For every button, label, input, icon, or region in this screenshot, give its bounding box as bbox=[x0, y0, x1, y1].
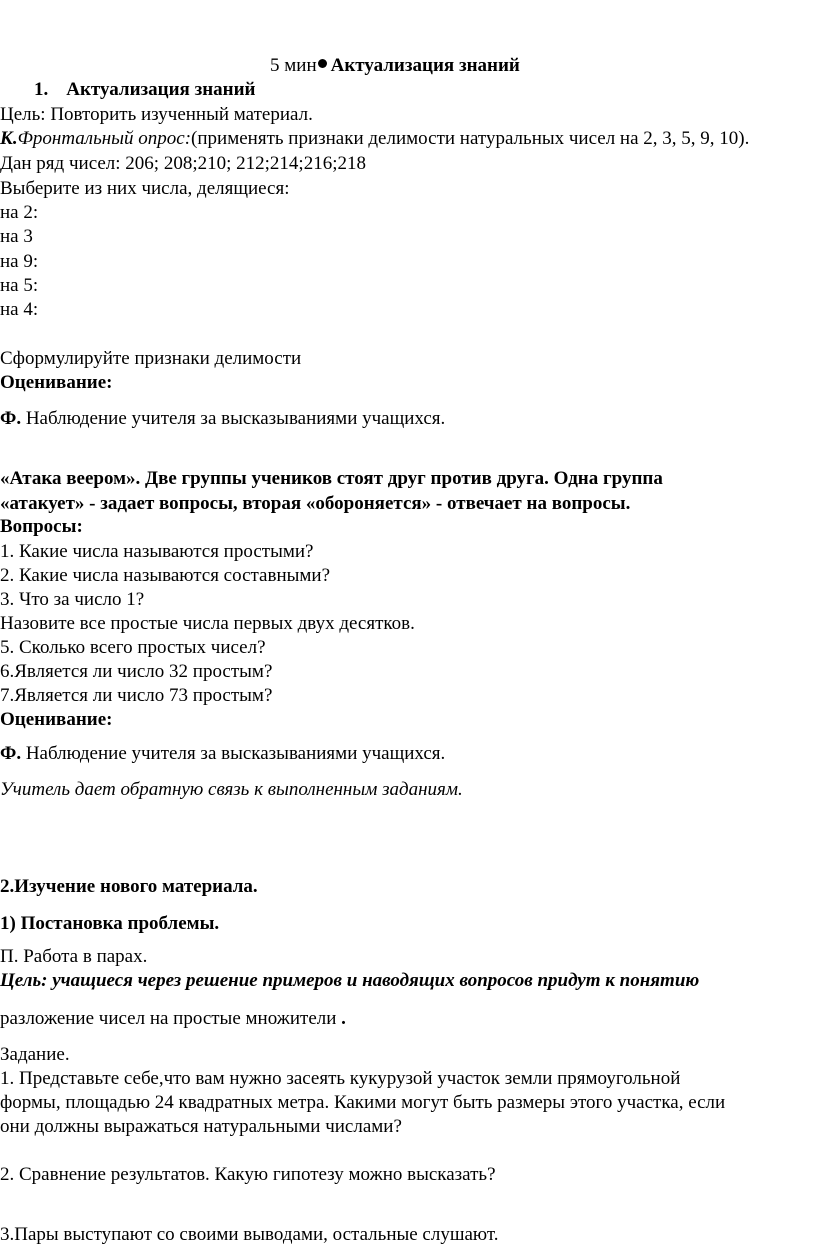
section2-goal: Цель: учащиеся через решение примеров и наводящих вопросов придут к понятию bbox=[0, 970, 700, 991]
header-time: 5 мин bbox=[270, 55, 317, 76]
task1-line2: формы, площадью 24 квадратных метра. Какими могут быть размеры этого участка, если bbox=[0, 1092, 726, 1113]
fan-attack-line1: «Атака веером». Две группы учеников стоят друг против друга. Одна группа bbox=[0, 468, 663, 489]
frontal-prefix: К. bbox=[0, 128, 18, 149]
assessment-text: Наблюдение учителя за высказываниями учащихся. bbox=[21, 743, 446, 764]
section1-goal: Цель: Повторить изученный материал. bbox=[0, 104, 313, 125]
question-item: 2. Какие числа называются составными? bbox=[0, 565, 331, 586]
task3-line: 3.Пары выступают со своими выводами, остальные слушают. bbox=[0, 1224, 499, 1245]
question-item: 1. Какие числа называются простыми? bbox=[0, 541, 314, 562]
frontal-question-line bbox=[0, 127, 749, 151]
bullet-icon bbox=[318, 59, 327, 68]
frontal-text: (применять признаки делимости натуральных чисел на 2, 3, 5, 9, 10). bbox=[191, 128, 750, 149]
question-item: 7.Является ли число 73 простым? bbox=[0, 685, 273, 706]
goal-cont-text: разложение чисел на простые множители bbox=[0, 1008, 337, 1029]
assessment-label: Оценивание: bbox=[0, 372, 113, 393]
task1-line1: 1. Представьте себе,что вам нужно засеять кукурузой участок земли прямоугольной bbox=[0, 1068, 681, 1089]
assessment-prefix: Ф. bbox=[0, 408, 22, 429]
divisor-item: на 3 bbox=[0, 226, 33, 247]
divisor-item: на 2: bbox=[0, 202, 39, 223]
pair-work-line: П. Работа в парах. bbox=[0, 946, 148, 967]
numbers-line: Дан ряд чисел: 206; 208;210; 212;214;216;218 bbox=[0, 153, 366, 174]
assessment-prefix: Ф. bbox=[0, 743, 22, 764]
section2-heading: 2.Изучение нового материала. bbox=[0, 876, 258, 897]
question-item: 5. Сколько всего простых чисел? bbox=[0, 637, 266, 658]
problem-statement-heading: 1) Постановка проблемы. bbox=[0, 913, 220, 934]
divisor-item: на 9: bbox=[0, 251, 39, 272]
section1-number: 1. bbox=[34, 79, 49, 100]
document-header bbox=[270, 54, 520, 78]
frontal-label: Фронтальный опрос: bbox=[17, 128, 192, 149]
task2-line: 2. Сравнение результатов. Какую гипотезу можно высказать? bbox=[0, 1164, 496, 1185]
divisor-item: на 4: bbox=[0, 299, 39, 320]
section2-goal-continuation bbox=[0, 1007, 346, 1031]
assessment-line bbox=[0, 742, 445, 766]
section1-heading-text: Актуализация знаний bbox=[66, 79, 256, 100]
formulate-line: Сформулируйте признаки делимости bbox=[0, 348, 302, 369]
assessment-line bbox=[0, 407, 445, 431]
teacher-feedback: Учитель дает обратную связь к выполненным заданиям. bbox=[0, 779, 463, 800]
assessment-label: Оценивание: bbox=[0, 709, 113, 730]
task1-line3: они должны выражаться натуральными числами? bbox=[0, 1116, 402, 1137]
fan-attack-line2: «атакует» - задает вопросы, вторая «обороняется» - отвечает на вопросы. bbox=[0, 493, 631, 514]
question-item: 3. Что за число 1? bbox=[0, 589, 145, 610]
goal-cont-end: . bbox=[336, 1008, 346, 1029]
task-label: Задание. bbox=[0, 1044, 70, 1065]
question-item: Назовите все простые числа первых двух десятков. bbox=[0, 613, 415, 634]
choose-line: Выберите из них числа, делящиеся: bbox=[0, 178, 290, 199]
header-title: Актуализация знаний bbox=[330, 55, 520, 76]
questions-label: Вопросы: bbox=[0, 516, 83, 537]
divisor-item: на 5: bbox=[0, 275, 39, 296]
section1-heading bbox=[34, 78, 256, 102]
question-item: 6.Является ли число 32 простым? bbox=[0, 661, 273, 682]
assessment-text: Наблюдение учителя за высказываниями учащихся. bbox=[21, 408, 446, 429]
